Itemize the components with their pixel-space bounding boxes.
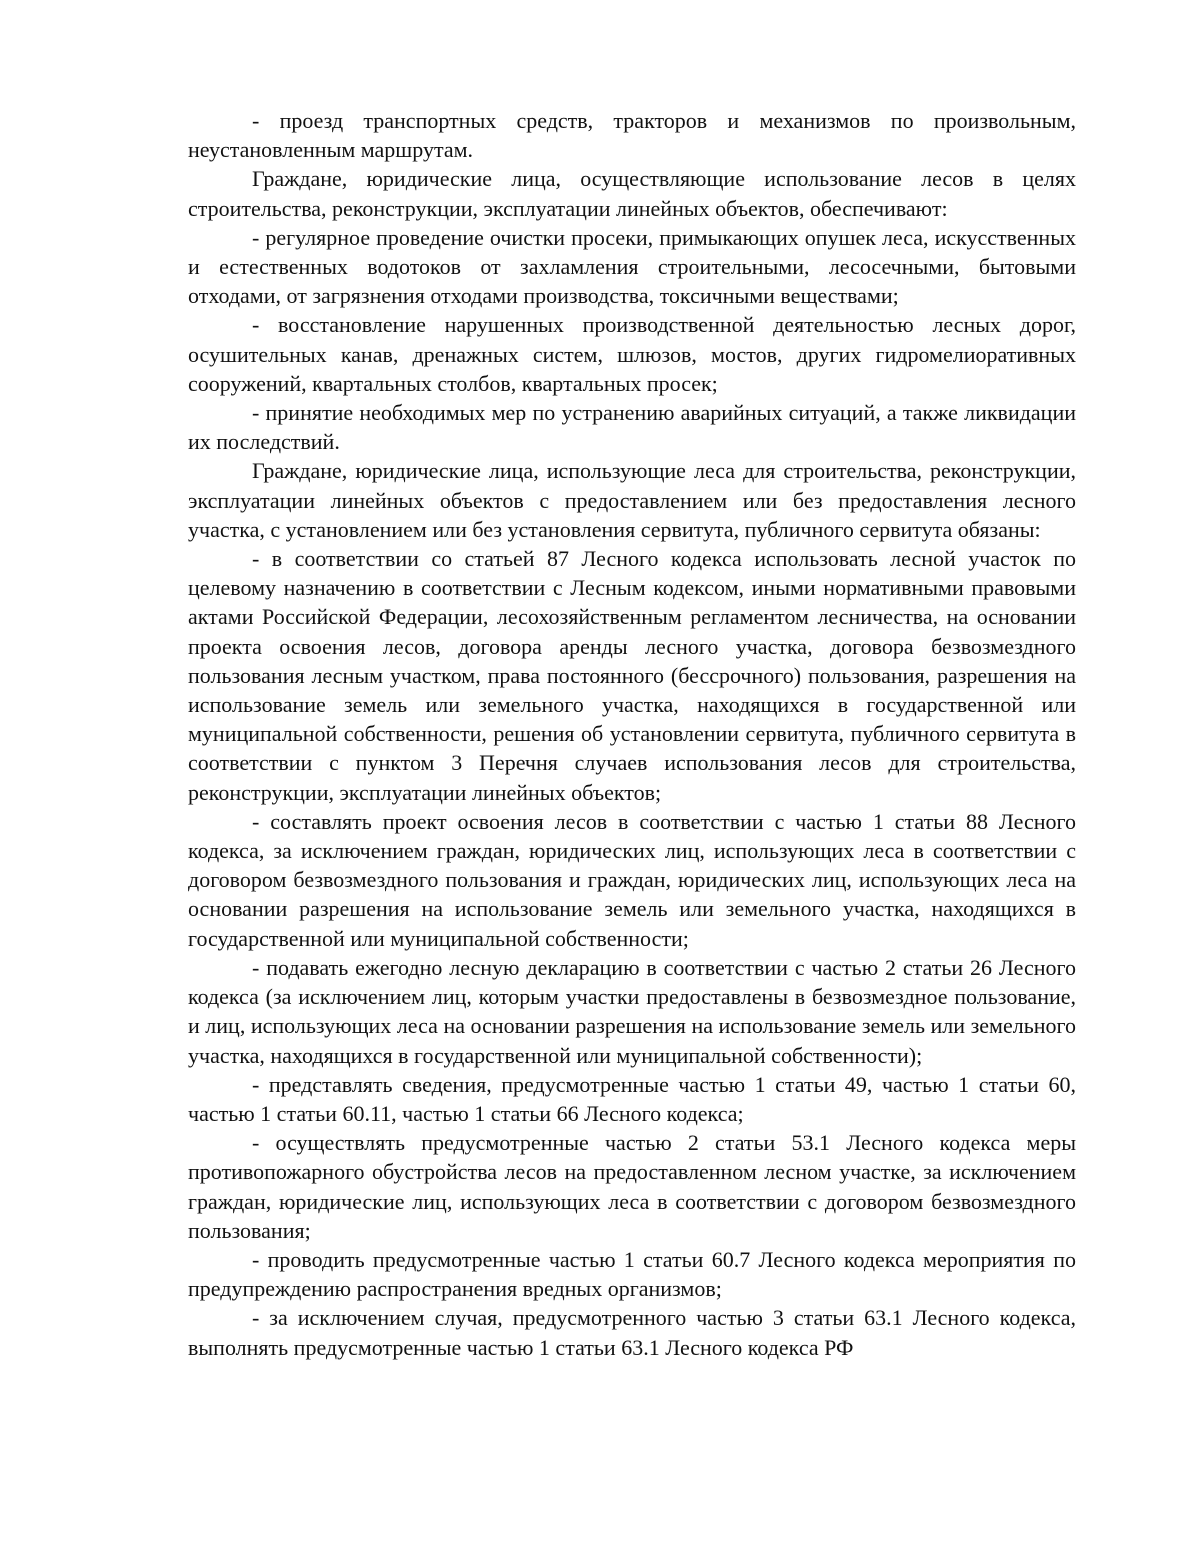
paragraph-citizens-obliged: Граждане, юридические лица, использующие леса для строительства, реконструкции, эксплуатации линейных объектов с предоставлением или без предоставления лесного участка, с установлением или без установления сервитута, публичного сервитута обязаны: (188, 458, 1076, 542)
paragraph-submit-information: - представлять сведения, предусмотренные частью 1 статьи 49, частью 1 статьи 60, частью 1 статьи 60.11, частью 1 статьи 66 Лесного кодекса; (188, 1071, 1076, 1126)
paragraph-article-63-1: - за исключением случая, предусмотренного частью 3 статьи 63.1 Лесного кодекса, выполнять предусмотренные частью 1 статьи 63.1 Лесного кодекса РФ (188, 1305, 1076, 1360)
paragraph-development-project: - составлять проект освоения лесов в соответствии с частью 1 статьи 88 Лесного кодекса, за исключением граждан, юридических лиц, использующих леса в соответствии с договором безвозмездного пользования и граждан, юридических лиц, использующих леса на основании разрешения на использование земель или земельного участка, находящихся в государственной или муниципальной собственности; (188, 808, 1076, 951)
paragraph-vehicle-passage: - проезд транспортных средств, тракторов и механизмов по произвольным, неустановленным маршрутам. (188, 108, 1076, 163)
paragraph-forest-declaration: - подавать ежегодно лесную декларацию в соответствии с частью 2 статьи 26 Лесного кодекса (за исключением лиц, которым участки предоставлены в безвозмездное пользование, и лиц, использующих леса на основании разрешения на использование земель или земельного участка, находящихся в государственной или муниципальной собственности); (188, 954, 1076, 1068)
paragraph-citizens-ensure: Граждане, юридические лица, осуществляющие использование лесов в целях строительства, реконструкции, эксплуатации линейных объектов, обеспечивают: (188, 166, 1076, 221)
paragraph-fire-prevention: - осуществлять предусмотренные частью 2 статьи 53.1 Лесного кодекса меры противопожарного обустройства лесов на предоставленном лесном участке, за исключением граждан, юридические лиц, использующих леса в соответствии с договором безвозмездного пользования; (188, 1130, 1076, 1243)
paragraph-emergency-measures: - принятие необходимых мер по устранению аварийных ситуаций, а также ликвидации их последствий. (188, 400, 1076, 455)
paragraph-harmful-organisms: - проводить предусмотренные частью 1 статьи 60.7 Лесного кодекса мероприятия по предупреждению распространения вредных организмов; (188, 1246, 1076, 1302)
document-body (188, 106, 1076, 1362)
paragraph-clearing-cleanup: - регулярное проведение очистки просеки, примыкающих опушек леса, искусственных и естественных водотоков от захламления строительными, лесосечными, бытовыми отходами, от загрязнения отходами производства, токсичными веществами; (188, 224, 1076, 309)
paragraph-restoration: - восстановление нарушенных производственной деятельностью лесных дорог, осушительных канав, дренажных систем, шлюзов, мостов, других гидромелиоративных сооружений, квартальных столбов, квартальных просек; (188, 312, 1076, 396)
paragraph-article-87: - в соответствии со статьей 87 Лесного кодекса использовать лесной участок по целевому назначению в соответствии с Лесным кодексом, иными нормативными правовыми актами Российской Федерации, лесохозяйственным регламентом лесничества, на основании проекта освоения лесов, договора аренды лесного участка, договора безвозмездного пользования лесным участком, права постоянного (бессрочного) пользования, разрешения на использование земель или земельного участка, находящихся в государственной или муниципальной собственности, решения об установлении сервитута, публичного сервитута в соответствии с пунктом 3 Перечня случаев использования лесов для строительства, реконструкции, эксплуатации линейных объектов; (188, 546, 1076, 805)
